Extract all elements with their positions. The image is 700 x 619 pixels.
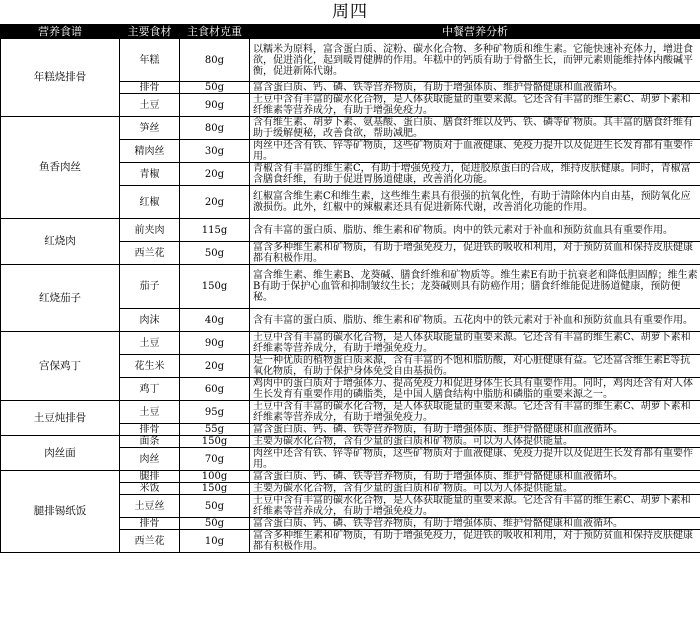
table-row <box>1 39 700 82</box>
table-row <box>1 401 700 424</box>
ingredient-weight: 10g <box>180 530 250 553</box>
nutrition-analysis: 是一种优质的植物蛋白质来源，含有丰富的不饱和脂肪酸，对心脏健康有益。它还富含维生素E等抗氧化物质，有助于保护身体免受自由基损伤。 <box>250 355 700 378</box>
ingredient-name: 茄子 <box>120 265 180 309</box>
nutrition-analysis: 主要为碳水化合物，含有少量的蛋白质和矿物质。可以为人体提供能量。 <box>250 436 700 448</box>
nutrition-analysis: 富含蛋白质、钙、磷、铁等营养物质，有助于增强体质、维护骨骼健康和血液循环。 <box>250 424 700 436</box>
nutrition-analysis: 主要为碳水化合物，含有少量的蛋白质和矿物质。可以为人体提供能量。 <box>250 483 700 495</box>
nutrition-analysis: 富含多种维生素和矿物质，有助于增强免疫力，促进铁的吸收和利用，对于预防贫血和保持皮肤健康都有积极作用。 <box>250 530 700 553</box>
recipe-name: 土豆炖排骨 <box>1 401 120 436</box>
nutrition-analysis: 土豆中含有丰富的碳水化合物，是人体获取能量的重要来源。它还含有丰富的维生素C、胡萝卜素和纤维素等营养成分，有助于增强免疫力。 <box>250 495 700 518</box>
recipe-name: 腿排锡纸饭 <box>1 471 120 553</box>
header-recipe: 营养食谱 <box>1 25 120 39</box>
nutrition-analysis: 红椒富含维生素C和维生素，这些维生素具有很强的抗氧化性，有助于清除体内自由基，预防氧化应激损伤。此外，红椒中的辣椒素还具有促进新陈代谢，改善消化功能的作用。 <box>250 186 700 219</box>
header-analysis: 中餐营养分析 <box>250 25 700 39</box>
ingredient-weight: 115g <box>180 219 250 242</box>
recipe-name: 鱼香肉丝 <box>1 117 120 219</box>
ingredient-name: 排骨 <box>120 82 180 94</box>
ingredient-name: 土豆 <box>120 401 180 424</box>
recipe-name: 肉丝面 <box>1 436 120 471</box>
ingredient-weight: 50g <box>180 495 250 518</box>
ingredient-weight: 50g <box>180 518 250 530</box>
ingredient-name: 精肉丝 <box>120 140 180 163</box>
table-row <box>1 471 700 483</box>
ingredient-name: 腿排 <box>120 471 180 483</box>
ingredient-name: 鸡丁 <box>120 378 180 401</box>
ingredient-name: 排骨 <box>120 424 180 436</box>
nutrition-analysis: 含有丰富的蛋白质、脂肪、维生素和矿物质。肉中的铁元素对于补血和预防贫血具有重要作用。 <box>250 219 700 242</box>
nutrition-analysis: 富含蛋白质、钙、磷、铁等营养物质，有助于增强体质、维护骨骼健康和血液循环。 <box>250 82 700 94</box>
header-ingredient: 主要食材 <box>120 25 180 39</box>
ingredient-weight: 150g <box>180 265 250 309</box>
ingredient-name: 土豆 <box>120 94 180 117</box>
header-weight: 主食材克重 <box>180 25 250 39</box>
nutrition-analysis: 富含蛋白质、钙、磷、铁等营养物质，有助于增强体质、维护骨骼健康和血液循环。 <box>250 471 700 483</box>
ingredient-name: 青椒 <box>120 163 180 186</box>
recipe-name: 宫保鸡丁 <box>1 332 120 401</box>
nutrition-analysis: 土豆中含有丰富的碳水化合物，是人体获取能量的重要来源。它还含有丰富的维生素C、胡萝卜素和纤维素等营养成分，有助于增强免疫力。 <box>250 401 700 424</box>
table-row <box>1 265 700 309</box>
ingredient-name: 笋丝 <box>120 117 180 140</box>
ingredient-weight: 30g <box>180 140 250 163</box>
ingredient-weight: 40g <box>180 309 250 332</box>
ingredient-name: 西兰花 <box>120 530 180 553</box>
ingredient-name: 排骨 <box>120 518 180 530</box>
table-row <box>1 219 700 242</box>
ingredient-weight: 95g <box>180 401 250 424</box>
table-row <box>1 117 700 140</box>
ingredient-weight: 150g <box>180 483 250 495</box>
nutrition-analysis: 富含多种维生素和矿物质，有助于增强免疫力，促进铁的吸收和利用，对于预防贫血和保持皮肤健康都有积极作用。 <box>250 242 700 265</box>
nutrition-analysis: 富含维生素、维生素B、龙葵碱、膳食纤维和矿物质等。维生素E有助于抗衰老和降低胆固醇；维生素B有助于保护心血管和抑制皱纹生长；龙葵碱则具有防癌作用；膳食纤维能促进肠道健康，预防便秘。 <box>250 265 700 309</box>
ingredient-name: 年糕 <box>120 39 180 82</box>
recipe-name: 年糕烧排骨 <box>1 39 120 117</box>
nutrition-analysis: 以糯米为原料，富含蛋白质、淀粉、碳水化合物、多种矿物质和维生素。它能快速补充体力，增进食欲，促进消化，起到暖胃健脾的作用。年糕中的钙质有助于骨骼生长，而钾元素则能维持体内酸碱平衡，促进新陈代谢。 <box>250 39 700 82</box>
ingredient-weight: 20g <box>180 163 250 186</box>
ingredient-weight: 80g <box>180 39 250 82</box>
ingredient-name: 土豆 <box>120 332 180 355</box>
ingredient-weight: 50g <box>180 82 250 94</box>
nutrition-analysis: 富含蛋白质、钙、磷、铁等营养物质，有助于增强体质、维护骨骼健康和血液循环。 <box>250 518 700 530</box>
nutrition-table <box>0 24 700 553</box>
table-body <box>1 39 700 553</box>
nutrition-analysis: 含有丰富的蛋白质、脂肪、维生素和矿物质。五花肉中的铁元素对于补血和预防贫血具有重要作用。 <box>250 309 700 332</box>
ingredient-name: 红椒 <box>120 186 180 219</box>
ingredient-name: 前夹肉 <box>120 219 180 242</box>
ingredient-name: 西兰花 <box>120 242 180 265</box>
nutrition-analysis: 含有维生素、胡萝卜素、氨基酸、蛋白质、膳食纤维以及钙、铁、磷等矿物质。其丰富的膳食纤维有助于缓解便秘，改善食欲，帮助减肥。 <box>250 117 700 140</box>
table-row <box>1 436 700 448</box>
table-row <box>1 332 700 355</box>
ingredient-name: 花生米 <box>120 355 180 378</box>
ingredient-name: 米饭 <box>120 483 180 495</box>
ingredient-weight: 100g <box>180 471 250 483</box>
ingredient-weight: 70g <box>180 448 250 471</box>
ingredient-name: 面条 <box>120 436 180 448</box>
nutrition-analysis: 鸡肉中的蛋白质对于增强体力、提高免疫力和促进身体生长具有重要作用。同时，鸡肉还含有对人体生长发育有重要作用的磷脂类，是中国人膳食结构中脂肪和磷脂的重要来源之一。 <box>250 378 700 401</box>
nutrition-analysis: 土豆中含有丰富的碳水化合物，是人体获取能量的重要来源。它还含有丰富的维生素C、胡萝卜素和纤维素等营养成分，有助于增强免疫力。 <box>250 332 700 355</box>
nutrition-analysis: 肉丝中还含有铁、锌等矿物质，这些矿物质对于血液健康、免疫力提升以及促进生长发育都有重要作用。 <box>250 140 700 163</box>
header-row <box>1 25 700 39</box>
ingredient-weight: 20g <box>180 186 250 219</box>
ingredient-weight: 55g <box>180 424 250 436</box>
ingredient-name: 土豆丝 <box>120 495 180 518</box>
ingredient-weight: 20g <box>180 355 250 378</box>
recipe-name: 红烧肉 <box>1 219 120 265</box>
ingredient-weight: 80g <box>180 117 250 140</box>
ingredient-weight: 90g <box>180 94 250 117</box>
nutrition-analysis: 土豆中含有丰富的碳水化合物，是人体获取能量的重要来源。它还含有丰富的维生素C、胡萝卜素和纤维素等营养成分，有助于增强免疫力。 <box>250 94 700 117</box>
nutrition-analysis: 肉丝中还含有铁、锌等矿物质，这些矿物质对于血液健康、免疫力提升以及促进生长发育都有重要作用。 <box>250 448 700 471</box>
ingredient-weight: 50g <box>180 242 250 265</box>
ingredient-name: 肉丝 <box>120 448 180 471</box>
ingredient-name: 肉沫 <box>120 309 180 332</box>
page-title: 周四 <box>332 2 368 22</box>
ingredient-weight: 60g <box>180 378 250 401</box>
recipe-name: 红烧茄子 <box>1 265 120 332</box>
ingredient-weight: 150g <box>180 436 250 448</box>
ingredient-weight: 90g <box>180 332 250 355</box>
nutrition-analysis: 青椒含有丰富的维生素C，有助于增强免疫力，促进胶原蛋白的合成，维持皮肤健康。同时，青椒富含膳食纤维，有助于促进胃肠道健康，改善消化功能。 <box>250 163 700 186</box>
